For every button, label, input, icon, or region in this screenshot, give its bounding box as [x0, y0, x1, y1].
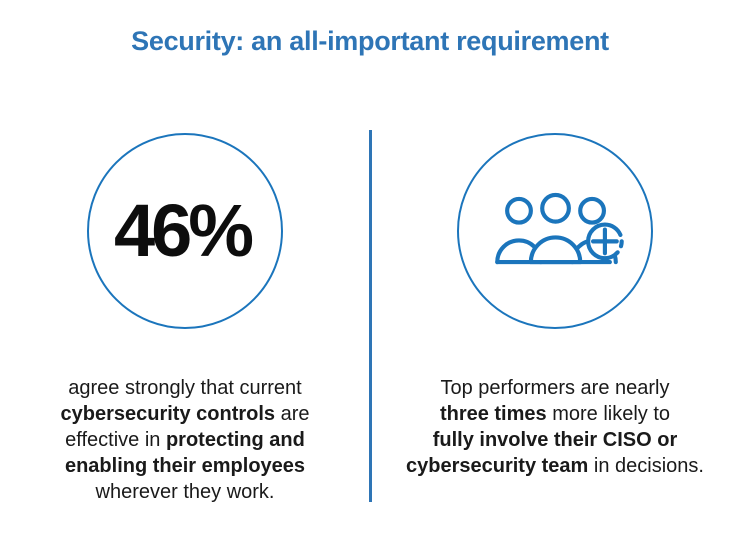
- stat-value: 46%: [113, 189, 251, 272]
- column-divider: [369, 130, 372, 502]
- stat-circle-left: [87, 133, 283, 329]
- page-title: Security: an all-important requirement: [131, 26, 609, 56]
- caption-right: Top performers are nearly three times more likely to fully involve their CISO or cybersecurity team in decisions.: [406, 377, 704, 477]
- right-panel: [370, 133, 740, 505]
- stat-circle-right: [457, 133, 653, 329]
- left-panel: [0, 133, 370, 505]
- caption-left: agree strongly that current cybersecurity controls are effective in protecting and enabling their employees wherever they work.: [60, 377, 310, 503]
- team-add-icon: [493, 192, 624, 271]
